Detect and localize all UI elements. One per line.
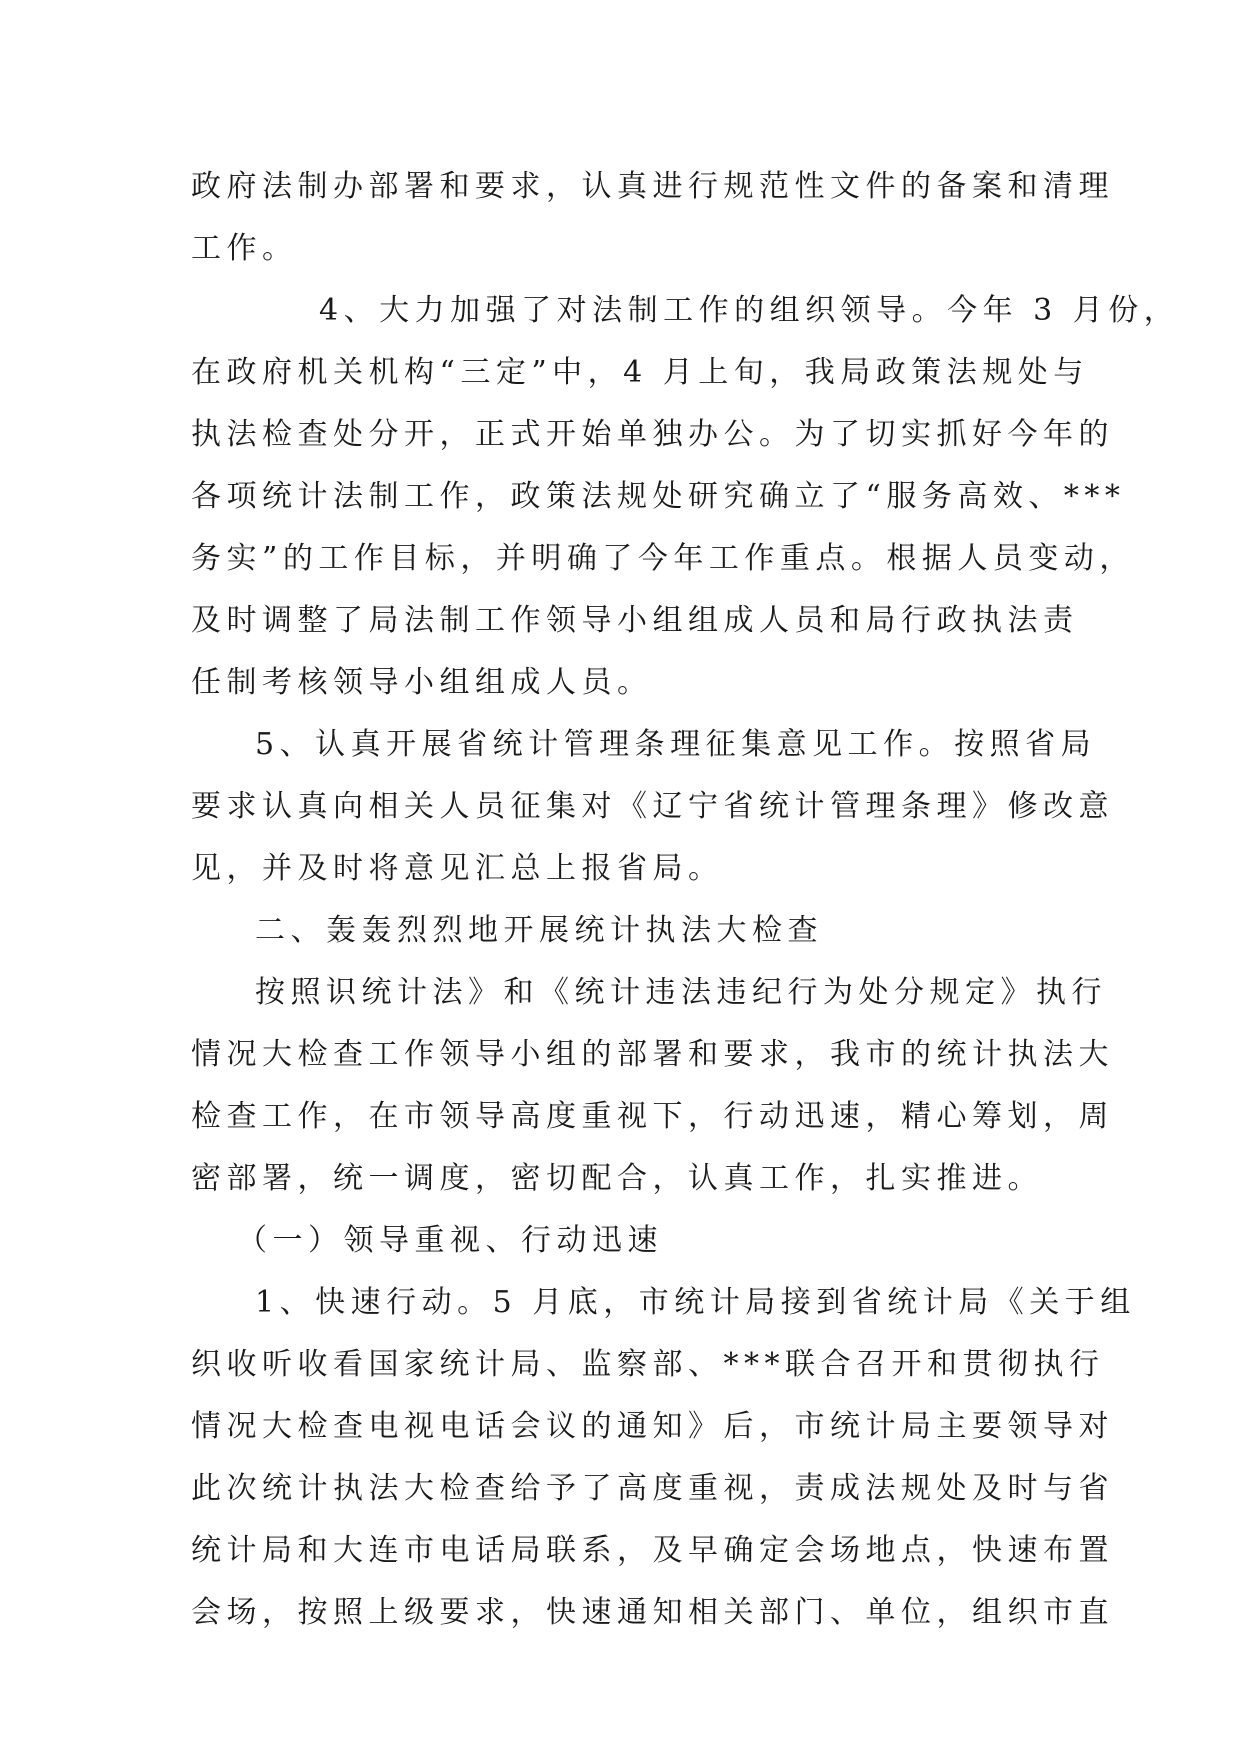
text-line: 此次统计执法大检查给予了高度重视，责成法规处及时与省 bbox=[191, 1471, 1114, 1506]
text-line: 要求认真向相关人员征集对《辽宁省统计管理条理》修改意 bbox=[191, 789, 1114, 824]
text-line: 执法检查处分开，正式开始单独办公。为了切实抓好今年的 bbox=[191, 417, 1114, 452]
paragraph-item-5 bbox=[191, 714, 1114, 900]
paragraph-item-4 bbox=[191, 280, 1180, 714]
paragraph-action bbox=[191, 1272, 1136, 1644]
text-line: 1、快速行动。5 月底，市统计局接到省统计局《关于组 bbox=[255, 1285, 1136, 1320]
text-line: 会场，按照上级要求，快速通知相关部门、单位，组织市直 bbox=[191, 1595, 1114, 1630]
text-line: 各项统计法制工作，政策法规处研究确立了“服务高效、*** bbox=[191, 479, 1126, 514]
text-line: 4、大力加强了对法制工作的组织领导。今年 3 月份， bbox=[319, 293, 1180, 328]
text-line: 按照识统计法》和《统计违法违纪行为处分规定》执行 bbox=[255, 975, 1107, 1010]
document-body bbox=[191, 156, 1180, 1644]
text-line: 统计局和大连市电话局联系，及早确定会场地点，快速布置 bbox=[191, 1533, 1114, 1568]
text-line: 工作。 bbox=[191, 231, 298, 266]
text-line: 政府法制办部署和要求，认真进行规范性文件的备案和清理 bbox=[191, 169, 1114, 204]
text-line: 情况大检查电视电话会议的通知》后，市统计局主要领导对 bbox=[191, 1409, 1114, 1444]
text-line: 任制考核领导小组组成人员。 bbox=[191, 665, 653, 700]
text-line: 密部署，统一调度，密切配合，认真工作，扎实推进。 bbox=[191, 1161, 1043, 1196]
text-line: 5、认真开展省统计管理条理征集意见工作。按照省局 bbox=[255, 727, 1097, 762]
text-line: 情况大检查工作领导小组的部署和要求，我市的统计执法大 bbox=[191, 1037, 1114, 1072]
text-line: 务实”的工作目标，并明确了今年工作重点。根据人员变动， bbox=[191, 541, 1135, 576]
subsection-heading bbox=[191, 1210, 1051, 1272]
text-line: 在政府机关机构“三定”中，4 月上旬，我局政策法规处与 bbox=[191, 355, 1089, 390]
text-line: 检查工作，在市领导高度重视下，行动迅速，精心筹划，周 bbox=[191, 1099, 1114, 1134]
heading-line: 二、轰轰烈烈地开展统计执法大检查 bbox=[255, 913, 823, 948]
text-line: 织收听收看国家统计局、监察部、***联合召开和贯彻执行 bbox=[191, 1347, 1105, 1382]
text-line: 及时调整了局法制工作领导小组组成人员和局行政执法责 bbox=[191, 603, 1079, 638]
subheading-line: （一）领导重视、行动迅速 bbox=[237, 1223, 663, 1258]
paragraph-continuation bbox=[191, 156, 1114, 280]
paragraph-inspection bbox=[191, 962, 1114, 1210]
text-line: 见，并及时将意见汇总上报省局。 bbox=[191, 851, 724, 886]
section-heading bbox=[191, 900, 1051, 962]
